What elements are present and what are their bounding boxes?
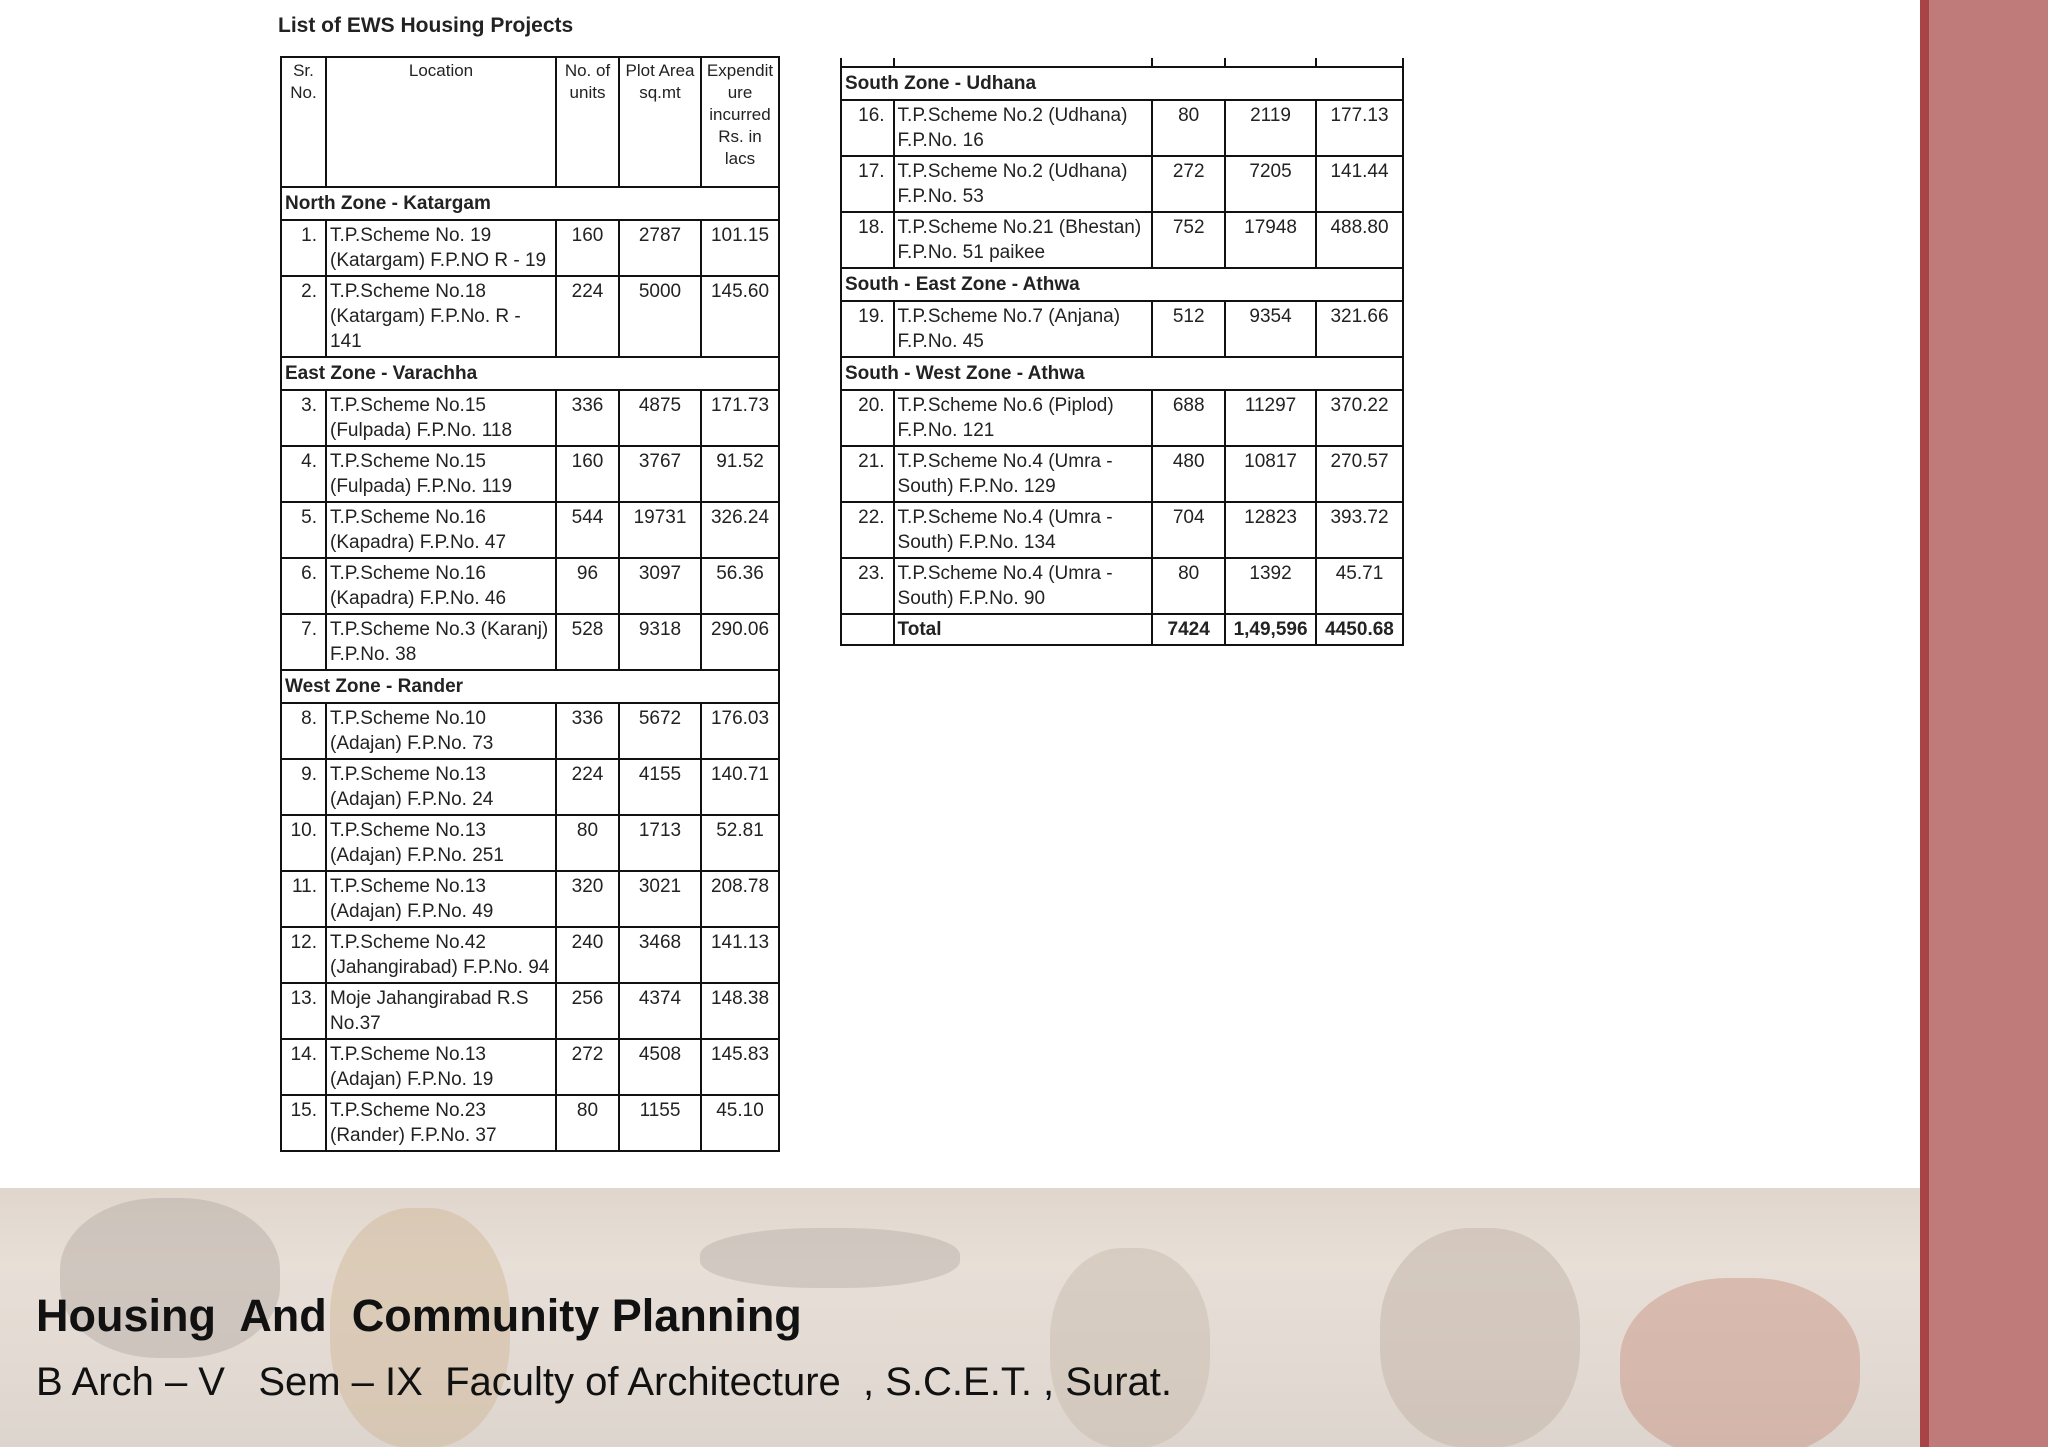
table-row (281, 703, 779, 759)
header-expenditure: Expendit ure incurred Rs. in lacs (701, 57, 779, 187)
zone-label: South - West Zone - Athwa (841, 357, 1403, 390)
cell-sr: 1. (281, 220, 326, 276)
table-row (281, 759, 779, 815)
cell-sr: 21. (841, 446, 894, 502)
zone-row (281, 357, 779, 390)
cell-sr: 4. (281, 446, 326, 502)
cell-expenditure: 145.83 (701, 1039, 779, 1095)
cell-area: 2787 (619, 220, 701, 276)
cell-location: T.P.Scheme No.18 (Katargam) F.P.No. R - 141 (326, 276, 556, 357)
cell-expenditure: 101.15 (701, 220, 779, 276)
cell-units: 80 (1152, 558, 1225, 614)
cell-location: T.P.Scheme No.2 (Udhana) F.P.No. 16 (894, 100, 1153, 156)
cell-sr: 10. (281, 815, 326, 871)
cell-units: 224 (556, 276, 619, 357)
cell-area: 1155 (619, 1095, 701, 1151)
total-units: 7424 (1152, 614, 1225, 645)
total-area: 1,49,596 (1225, 614, 1316, 645)
cell-location: T.P.Scheme No.13 (Adajan) F.P.No. 24 (326, 759, 556, 815)
cell-expenditure: 393.72 (1316, 502, 1403, 558)
cell-expenditure: 45.10 (701, 1095, 779, 1151)
table-row (841, 100, 1403, 156)
cell-sr: 2. (281, 276, 326, 357)
cell-units: 752 (1152, 212, 1225, 268)
cell-sr: 17. (841, 156, 894, 212)
cell-location: T.P.Scheme No.16 (Kapadra) F.P.No. 47 (326, 502, 556, 558)
cell-sr: 14. (281, 1039, 326, 1095)
header-location: Location (326, 57, 556, 187)
document-title: List of EWS Housing Projects (278, 14, 574, 37)
cell-sr: 23. (841, 558, 894, 614)
cell-units: 272 (1152, 156, 1225, 212)
cell-area: 2119 (1225, 100, 1316, 156)
cell-area: 19731 (619, 502, 701, 558)
cell-sr: 11. (281, 871, 326, 927)
cell-units: 336 (556, 390, 619, 446)
header-sr: Sr. No. (281, 57, 326, 187)
cut-off-row (841, 58, 1403, 67)
cell-sr: 15. (281, 1095, 326, 1151)
cell-location: T.P.Scheme No.4 (Umra - South) F.P.No. 134 (894, 502, 1153, 558)
footer-subtitle: B Arch – V Sem – IX Faculty of Architecture , S.C.E.T. , Surat. (36, 1360, 1172, 1404)
cell-area: 7205 (1225, 156, 1316, 212)
zone-row (841, 268, 1403, 301)
cell-sr: 7. (281, 614, 326, 670)
cell-units: 80 (556, 815, 619, 871)
table-row (841, 390, 1403, 446)
cell-location: T.P.Scheme No.4 (Umra - South) F.P.No. 129 (894, 446, 1153, 502)
cell-expenditure: 370.22 (1316, 390, 1403, 446)
cell-area: 12823 (1225, 502, 1316, 558)
zone-label: North Zone - Katargam (281, 187, 779, 220)
cell-expenditure: 56.36 (701, 558, 779, 614)
cell-expenditure: 145.60 (701, 276, 779, 357)
cell-sr: 6. (281, 558, 326, 614)
cell-location: T.P.Scheme No.7 (Anjana) F.P.No. 45 (894, 301, 1153, 357)
cell-expenditure: 148.38 (701, 983, 779, 1039)
total-row (841, 614, 1403, 645)
cell-expenditure: 321.66 (1316, 301, 1403, 357)
table-header-row (281, 57, 779, 187)
cell-units: 160 (556, 220, 619, 276)
header-area: Plot Area sq.mt (619, 57, 701, 187)
cell-units: 240 (556, 927, 619, 983)
cell-location: T.P.Scheme No.16 (Kapadra) F.P.No. 46 (326, 558, 556, 614)
cell-sr: 20. (841, 390, 894, 446)
table-row (281, 871, 779, 927)
projects-table-right (840, 58, 1404, 646)
right-accent-band (1920, 0, 2048, 1447)
table-row (281, 983, 779, 1039)
cell-area: 1392 (1225, 558, 1316, 614)
cell-units: 528 (556, 614, 619, 670)
zone-label: South Zone - Udhana (841, 67, 1403, 100)
table-row (281, 446, 779, 502)
cell-expenditure: 141.44 (1316, 156, 1403, 212)
cell-area: 10817 (1225, 446, 1316, 502)
zone-row (281, 187, 779, 220)
total-expenditure: 4450.68 (1316, 614, 1403, 645)
cell-sr: 19. (841, 301, 894, 357)
cell-area: 17948 (1225, 212, 1316, 268)
cell-area: 3021 (619, 871, 701, 927)
projects-table-left (280, 56, 780, 1152)
table-row (281, 390, 779, 446)
cell-sr: 5. (281, 502, 326, 558)
cell-expenditure: 141.13 (701, 927, 779, 983)
cell-units: 272 (556, 1039, 619, 1095)
cell-sr: 9. (281, 759, 326, 815)
table-row (281, 1095, 779, 1151)
cell-area: 5672 (619, 703, 701, 759)
table-row (281, 1039, 779, 1095)
table-row (281, 558, 779, 614)
cell-location: T.P.Scheme No.6 (Piplod) F.P.No. 121 (894, 390, 1153, 446)
cell-location: T.P.Scheme No.3 (Karanj) F.P.No. 38 (326, 614, 556, 670)
cell-area: 4875 (619, 390, 701, 446)
cell-expenditure: 208.78 (701, 871, 779, 927)
cell-sr: 22. (841, 502, 894, 558)
cell-location: T.P.Scheme No.13 (Adajan) F.P.No. 251 (326, 815, 556, 871)
table-row (841, 156, 1403, 212)
cell-area: 3468 (619, 927, 701, 983)
cell-location: T.P.Scheme No.4 (Umra - South) F.P.No. 90 (894, 558, 1153, 614)
cell-units: 80 (556, 1095, 619, 1151)
table-row (281, 927, 779, 983)
cell-expenditure: 270.57 (1316, 446, 1403, 502)
cell-expenditure: 45.71 (1316, 558, 1403, 614)
footer-title: Housing And Community Planning (36, 1290, 802, 1341)
cell-expenditure: 488.80 (1316, 212, 1403, 268)
table-row (841, 212, 1403, 268)
table-row (281, 220, 779, 276)
zone-row (281, 670, 779, 703)
cell-location: T.P.Scheme No.10 (Adajan) F.P.No. 73 (326, 703, 556, 759)
cell-units: 336 (556, 703, 619, 759)
cell-units: 544 (556, 502, 619, 558)
table-row (281, 502, 779, 558)
cell-sr: 8. (281, 703, 326, 759)
cell-units: 320 (556, 871, 619, 927)
table-row (281, 614, 779, 670)
cell-units: 160 (556, 446, 619, 502)
cell-area: 4508 (619, 1039, 701, 1095)
cell-units: 80 (1152, 100, 1225, 156)
cell-units: 224 (556, 759, 619, 815)
cell-location: T.P.Scheme No.2 (Udhana) F.P.No. 53 (894, 156, 1153, 212)
cell-location: Moje Jahangirabad R.S No.37 (326, 983, 556, 1039)
cell-expenditure: 171.73 (701, 390, 779, 446)
cell-expenditure: 176.03 (701, 703, 779, 759)
cell-location: T.P.Scheme No.13 (Adajan) F.P.No. 49 (326, 871, 556, 927)
table-row (841, 502, 1403, 558)
cell-expenditure: 290.06 (701, 614, 779, 670)
cell-area: 11297 (1225, 390, 1316, 446)
cell-location: T.P.Scheme No. 19 (Katargam) F.P.NO R - 19 (326, 220, 556, 276)
cell-sr: 18. (841, 212, 894, 268)
cell-expenditure: 326.24 (701, 502, 779, 558)
cell-expenditure: 52.81 (701, 815, 779, 871)
table-row (281, 815, 779, 871)
cell-area: 9354 (1225, 301, 1316, 357)
cell-units: 704 (1152, 502, 1225, 558)
cell-sr: 12. (281, 927, 326, 983)
zone-label: West Zone - Rander (281, 670, 779, 703)
cell-area: 4155 (619, 759, 701, 815)
cell-sr: 3. (281, 390, 326, 446)
cell-sr: 13. (281, 983, 326, 1039)
zone-row (841, 67, 1403, 100)
cell-units: 512 (1152, 301, 1225, 357)
cell-location: T.P.Scheme No.15 (Fulpada) F.P.No. 119 (326, 446, 556, 502)
cell-area: 3097 (619, 558, 701, 614)
table-row (841, 446, 1403, 502)
table-row (841, 558, 1403, 614)
cell-location: T.P.Scheme No.21 (Bhestan) F.P.No. 51 paikee (894, 212, 1153, 268)
table-row (841, 301, 1403, 357)
cell-location: T.P.Scheme No.13 (Adajan) F.P.No. 19 (326, 1039, 556, 1095)
cell-area: 9318 (619, 614, 701, 670)
cell-area: 3767 (619, 446, 701, 502)
cell-units: 96 (556, 558, 619, 614)
cell-expenditure: 91.52 (701, 446, 779, 502)
cell-sr: 16. (841, 100, 894, 156)
cell-units: 688 (1152, 390, 1225, 446)
total-label: Total (894, 614, 1153, 645)
cell-units: 256 (556, 983, 619, 1039)
zone-label: South - East Zone - Athwa (841, 268, 1403, 301)
cell-expenditure: 177.13 (1316, 100, 1403, 156)
header-units: No. of units (556, 57, 619, 187)
table-row (281, 276, 779, 357)
total-blank (841, 614, 894, 645)
cell-expenditure: 140.71 (701, 759, 779, 815)
cell-location: T.P.Scheme No.42 (Jahangirabad) F.P.No. 94 (326, 927, 556, 983)
cell-location: T.P.Scheme No.23 (Rander) F.P.No. 37 (326, 1095, 556, 1151)
zone-label: East Zone - Varachha (281, 357, 779, 390)
cell-location: T.P.Scheme No.15 (Fulpada) F.P.No. 118 (326, 390, 556, 446)
cell-area: 1713 (619, 815, 701, 871)
cell-units: 480 (1152, 446, 1225, 502)
cell-area: 5000 (619, 276, 701, 357)
zone-row (841, 357, 1403, 390)
accent-band-edge (1920, 0, 1929, 1447)
cell-area: 4374 (619, 983, 701, 1039)
